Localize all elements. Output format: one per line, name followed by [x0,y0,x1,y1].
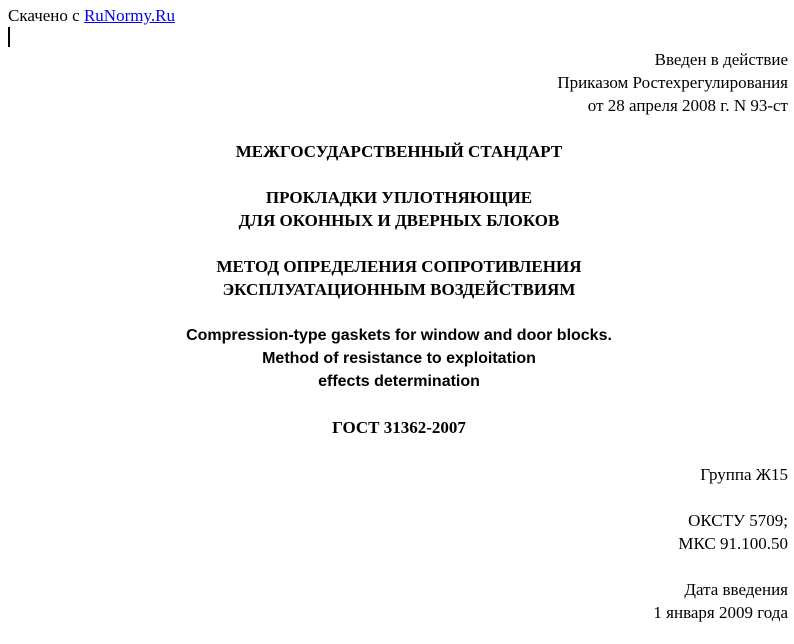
enactment-line-3: от 28 апреля 2008 г. N 93-ст [587,96,788,115]
english-title-line-3: effects determination [318,373,480,390]
introduction-date: 1 января 2009 года [653,603,788,622]
english-title-line-2: Method of resistance to exploitation [262,350,536,367]
mks-code: МКС 91.100.50 [678,534,788,553]
method-line-1: МЕТОД ОПРЕДЕЛЕНИЯ СОПРОТИВЛЕНИЯ [216,257,582,276]
runormy-link[interactable]: RuNormy.Ru [83,6,175,25]
enactment-line-2: Приказом Ростехрегулирования [557,73,788,92]
standard-code-heading [0,416,794,439]
okstu-code: ОКСТУ 5709; [688,511,788,530]
english-title-line-1: Compression-type gaskets for window and door blocks. [186,327,612,344]
method-line-2: ЭКСПЛУАТАЦИОННЫМ ВОЗДЕЙСТВИЯМ [222,280,576,299]
introduction-date-block [653,578,788,624]
standard-name-line-2: ДЛЯ ОКОННЫХ И ДВЕРНЫХ БЛОКОВ [238,211,560,230]
english-title [0,324,794,393]
enactment-line-1: Введен в действие [654,50,788,69]
group-block [700,463,788,486]
standard-type-heading [0,140,794,163]
standard-name-line-1: ПРОКЛАДКИ УПЛОТНЯЮЩИЕ [265,188,533,207]
standard-code: ГОСТ 31362-2007 [332,418,466,437]
classification-block [678,509,788,555]
text-cursor [8,27,10,47]
introduction-label: Дата введения [684,580,788,599]
standard-type: МЕЖГОСУДАРСТВЕННЫЙ СТАНДАРТ [235,142,563,161]
method-heading [0,255,794,301]
enactment-block [557,48,788,117]
download-prefix: Скачено с [8,6,80,25]
download-source-line [8,4,175,27]
standard-name-heading [0,186,794,232]
group-code: Группа Ж15 [700,465,788,484]
